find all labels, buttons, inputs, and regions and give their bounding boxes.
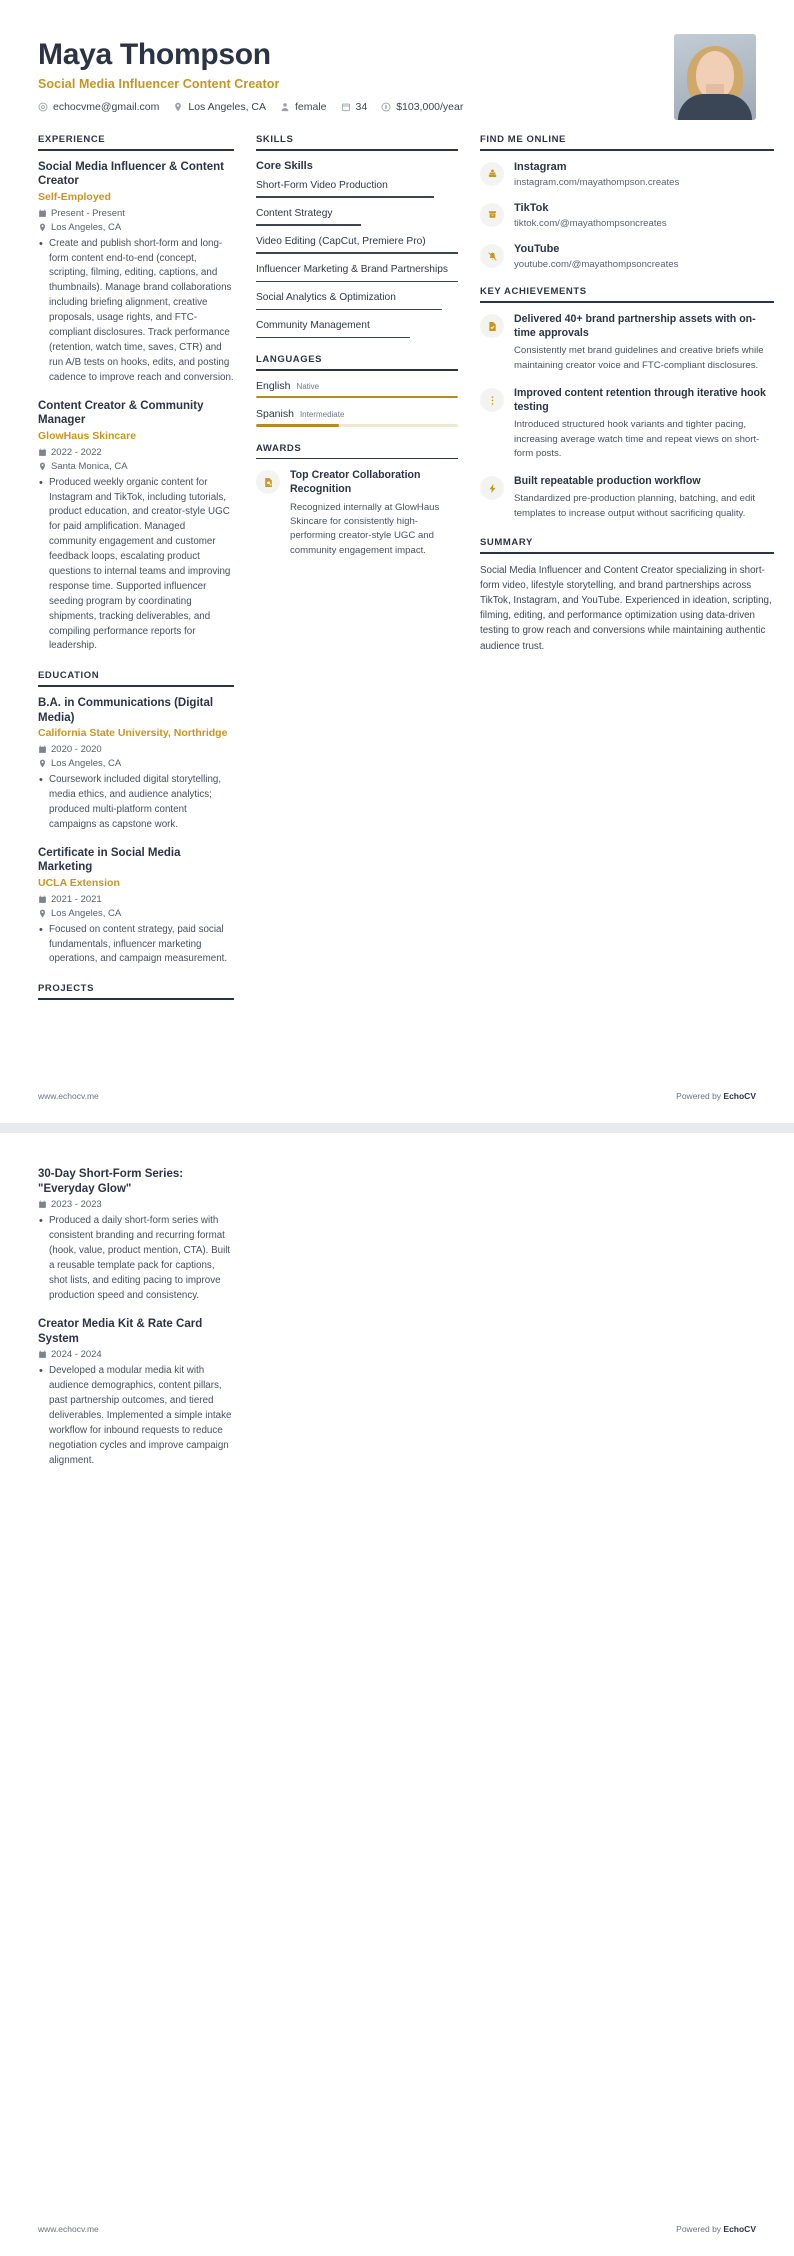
achievement-description: Consistently met brand guidelines and creative briefs while maintaining creator voice and FTC-compliant disclosures. — [514, 345, 764, 371]
section-key-achievements — [480, 286, 774, 521]
experience-location — [38, 461, 234, 472]
contact-email — [38, 101, 159, 113]
footer-powered-prefix: Powered by — [676, 2224, 724, 2234]
experience-bullets — [38, 476, 234, 655]
middle-column — [256, 134, 480, 574]
section-title-summary: SUMMARY — [480, 537, 533, 549]
location-pin-icon — [38, 462, 47, 471]
resume-columns — [38, 134, 772, 1016]
award-title: Top Creator Collaboration Recognition — [290, 469, 421, 496]
project-bullets — [38, 1214, 234, 1303]
instagram-icon — [487, 168, 498, 179]
bullet-item: • Produced a daily short-form series with consistent branding and recurring format (hook, value, product mention, CTA). Built a reusable template pack for captions, shot lists, and editing pacing to improve production speed and consistency. — [38, 1214, 234, 1303]
project-name: 30-Day Short-Form Series: "Everyday Glow" — [38, 1168, 184, 1195]
education-location-value: Los Angeles, CA — [51, 758, 122, 770]
resume-header — [38, 34, 756, 134]
section-title-skills: SKILLS — [256, 134, 294, 145]
section-title-awards: AWARDS — [256, 442, 302, 454]
project-dates-value: 2023 - 2023 — [51, 1199, 102, 1211]
section-rule — [480, 149, 774, 151]
section-rule — [38, 998, 234, 1000]
skills-group-label: Core Skills — [256, 159, 313, 172]
skill-item — [256, 179, 458, 198]
experience-entry — [38, 160, 234, 386]
achievement-title: Improved content retention through iterative hook testing — [514, 387, 766, 414]
dots-vertical-icon — [487, 395, 498, 406]
education-bullets — [38, 773, 234, 833]
language-level: Intermediate — [299, 410, 345, 420]
experience-role: Social Media Influencer & Content Creator — [38, 160, 224, 188]
calendar-icon — [38, 1200, 47, 1209]
calendar-icon — [38, 1350, 47, 1359]
section-title-key-achievements: KEY ACHIEVEMENTS — [480, 286, 587, 298]
project-dates — [38, 1349, 234, 1360]
achievement-badge — [480, 314, 504, 338]
experience-dates-value: Present - Present — [51, 207, 125, 219]
experience-bullets — [38, 237, 234, 386]
page-separator — [0, 1123, 794, 1133]
award-description: Recognized internally at GlowHaus Skincare for consistently high-performing creator-style UGC and community engagement impact. — [290, 501, 440, 556]
skill-level-bar — [256, 309, 442, 310]
social-name: Instagram — [514, 160, 567, 173]
contact-email-value: echocvme@gmail.com — [53, 100, 160, 113]
page-title: Maya Thompson — [38, 38, 271, 71]
left-column — [38, 134, 256, 1016]
language-name: English — [256, 379, 291, 392]
skill-name: Short-Form Video Production — [256, 179, 388, 191]
avatar-torso — [678, 94, 752, 120]
resume-page-2 — [0, 1133, 794, 2256]
education-dates — [38, 744, 234, 755]
language-progress-fill — [256, 396, 458, 399]
page-footer — [38, 2224, 756, 2234]
section-find-me-online — [480, 134, 774, 270]
achievement-description: Introduced structured hook variants and tighter pacing, increasing average watch time and repeat views on short-form posts. — [514, 419, 760, 459]
bullet-item: • Developed a modular media kit with audience demographics, content pillars, past partnership outcomes, and tiered deliverables. Implemented a simple intake workflow for inbound requests to reduce negotiation cycles and improve campaign alignment. — [38, 1364, 234, 1468]
social-badge — [480, 244, 504, 268]
language-progress-track — [256, 396, 458, 399]
language-progress-track — [256, 424, 458, 427]
language-level: Native — [296, 381, 320, 391]
section-summary — [480, 537, 774, 654]
award-badge — [256, 470, 280, 494]
achievement-body — [514, 474, 774, 521]
youtube-icon — [487, 251, 498, 262]
education-entry — [38, 696, 234, 833]
section-title-education: EDUCATION — [38, 670, 100, 682]
section-rule — [480, 552, 774, 554]
skill-name: Community Management — [256, 319, 370, 331]
calendar-icon — [38, 448, 47, 457]
section-title-projects: PROJECTS — [38, 983, 95, 995]
resume-page-1 — [0, 0, 794, 1123]
footer-brand-name: EchoCV — [723, 2224, 756, 2234]
money-icon — [381, 102, 391, 112]
bullet-item: • Create and publish short-form and long-form content end-to-end (concept, scripting, filming, editing, captions, and thumbnails). Manage brand collaborations including briefing alignment, creative proposals, usage rights, and FTC-compliant disclosures. Track performance (retention, watch time, saves, CTR) and run A/B tests on hooks, edits, and posting cadence to improve reach and conversion. — [38, 237, 234, 386]
project-entry — [38, 1167, 234, 1304]
skill-level-bar — [256, 281, 458, 282]
education-location — [38, 908, 234, 919]
skill-item — [256, 319, 458, 338]
bullet-item: • Produced weekly organic content for Instagram and TikTok, including tutorials, product education, and creator-style UGC for paid amplification. Managed community engagement and customer feedback loops, escalating product questions to internal teams and improving response time. Supported influencer seeding program by coordinating shipments, tracking deliverables, and compiling performance reports for leadership. — [38, 476, 234, 655]
tiktok-icon — [487, 209, 498, 220]
achievement-title: Built repeatable production workflow — [514, 475, 701, 488]
skill-item — [256, 263, 458, 282]
social-body — [514, 201, 774, 229]
contact-gender-value: female — [295, 100, 327, 113]
skill-name: Content Strategy — [256, 207, 333, 219]
skill-level-bar — [256, 252, 458, 253]
document-check-icon — [487, 321, 498, 332]
education-entry — [38, 846, 234, 968]
professional-headline: Social Media Influencer Content Creator — [38, 76, 280, 91]
skill-level-bar — [256, 196, 434, 197]
summary-text: Social Media Influencer and Content Creator specializing in short-form video, lifestyle storytelling, and brand partnerships across TikTok, Instagram, and YouTube. Experienced in ideation, scripting, filming, editing, and performance optimization using data-driven testing to grow reach and conversions while maintaining authentic audience trust. — [480, 564, 772, 652]
avatar — [674, 34, 756, 120]
social-link-item[interactable] — [480, 201, 774, 229]
document-search-icon — [263, 477, 274, 488]
location-pin-icon — [38, 759, 47, 768]
achievement-item — [480, 312, 774, 373]
contact-location-value: Los Angeles, CA — [188, 100, 266, 113]
award-body — [290, 468, 458, 558]
language-item — [256, 380, 458, 399]
social-url[interactable]: youtube.com/@mayathompsoncreates — [514, 259, 679, 271]
language-progress-fill — [256, 424, 339, 427]
achievement-body — [514, 386, 774, 461]
social-link-item[interactable] — [480, 242, 774, 270]
language-header — [256, 408, 458, 420]
section-rule — [480, 301, 774, 303]
social-badge — [480, 162, 504, 186]
education-org: California State University, Northridge — [38, 727, 228, 740]
social-name: YouTube — [514, 243, 560, 256]
section-experience — [38, 134, 234, 654]
social-link-item[interactable] — [480, 160, 774, 188]
project-name: Creator Media Kit & Rate Card System — [38, 1317, 203, 1345]
achievement-badge — [480, 476, 504, 500]
social-name: TikTok — [514, 201, 549, 214]
section-skills — [256, 134, 458, 338]
lightning-bolt-icon — [487, 483, 498, 494]
location-pin-icon — [38, 223, 47, 232]
achievement-body — [514, 312, 774, 373]
experience-dates — [38, 447, 234, 458]
section-rule — [256, 369, 458, 371]
social-body — [514, 160, 774, 188]
education-org: UCLA Extension — [38, 877, 120, 890]
achievement-description: Standardized pre-production planning, batching, and edit templates to increase output without sacrificing quality. — [514, 493, 756, 519]
education-bullets — [38, 923, 234, 968]
achievement-badge — [480, 388, 504, 412]
experience-location-value: Los Angeles, CA — [51, 221, 122, 233]
language-item — [256, 408, 458, 427]
header-text-block — [38, 34, 463, 113]
education-location — [38, 758, 234, 769]
calendar-icon — [341, 102, 351, 112]
section-projects-header — [38, 983, 234, 1000]
contact-location — [173, 101, 266, 113]
footer-brand — [676, 2224, 756, 2234]
section-awards — [256, 443, 458, 558]
experience-dates-value: 2022 - 2022 — [51, 446, 102, 458]
section-title-find-me-online: FIND ME ONLINE — [480, 134, 566, 145]
location-pin-icon — [38, 909, 47, 918]
social-url[interactable]: tiktok.com/@mayathompsoncreates — [514, 218, 667, 230]
footer-brand-name: EchoCV — [723, 1091, 756, 1101]
calendar-icon — [38, 745, 47, 754]
project-entry — [38, 1317, 234, 1469]
skill-name: Influencer Marketing & Brand Partnerships — [256, 263, 448, 275]
skill-level-bar — [256, 337, 410, 338]
achievement-item — [480, 474, 774, 521]
project-dates-value: 2024 - 2024 — [51, 1349, 102, 1361]
bullet-item: • Focused on content strategy, paid social fundamentals, influencer marketing operations, and campaign measurement. — [38, 923, 234, 968]
education-dates-value: 2021 - 2021 — [51, 893, 102, 905]
experience-org: Self-Employed — [38, 191, 111, 204]
education-dates-value: 2020 - 2020 — [51, 744, 102, 756]
email-icon — [38, 102, 48, 112]
skill-level-bar — [256, 224, 361, 225]
person-icon — [280, 102, 290, 112]
skill-item — [256, 235, 458, 254]
section-rule — [256, 149, 458, 151]
section-languages — [256, 354, 458, 427]
location-pin-icon — [173, 102, 183, 112]
bullet-item: • Coursework included digital storytelling, media ethics, and audience analytics; produced multi-platform content campaigns as capstone work. — [38, 773, 234, 833]
experience-location-value: Santa Monica, CA — [51, 460, 128, 472]
social-body — [514, 242, 774, 270]
section-title-languages: LANGUAGES — [256, 353, 323, 365]
contact-gender — [280, 101, 327, 113]
experience-entry — [38, 399, 234, 655]
right-column — [480, 134, 774, 670]
experience-location — [38, 222, 234, 233]
contact-age — [341, 101, 368, 113]
calendar-icon — [38, 895, 47, 904]
section-projects-continued — [38, 1167, 234, 1468]
social-badge — [480, 203, 504, 227]
footer-site-url[interactable]: www.echocv.me — [38, 2224, 99, 2234]
project-bullets — [38, 1364, 234, 1468]
achievement-item — [480, 386, 774, 461]
footer-powered-prefix: Powered by — [676, 1091, 724, 1101]
project-dates — [38, 1199, 234, 1210]
left-column-page2 — [38, 1167, 256, 1484]
achievement-title: Delivered 40+ brand partnership assets with on-time approvals — [514, 313, 756, 340]
social-url[interactable]: instagram.com/mayathompson.creates — [514, 176, 680, 188]
language-header — [256, 380, 458, 392]
skill-name: Video Editing (CapCut, Premiere Pro) — [256, 235, 426, 247]
skill-item — [256, 207, 458, 226]
skill-item — [256, 291, 458, 310]
language-name: Spanish — [256, 408, 294, 421]
experience-dates — [38, 208, 234, 219]
education-degree: Certificate in Social Media Marketing — [38, 846, 181, 874]
contact-salary — [381, 101, 463, 113]
skill-name: Social Analytics & Optimization — [256, 291, 396, 303]
section-rule — [38, 149, 234, 151]
contact-salary-value: $103,000/year — [396, 100, 464, 113]
education-location-value: Los Angeles, CA — [51, 907, 122, 919]
section-rule — [38, 685, 234, 687]
contact-row — [38, 101, 463, 113]
section-rule — [256, 458, 458, 460]
footer-site-url[interactable]: www.echocv.me — [38, 1091, 99, 1101]
experience-org: GlowHaus Skincare — [38, 430, 137, 443]
education-dates — [38, 894, 234, 905]
experience-role: Content Creator & Community Manager — [38, 399, 204, 427]
page-footer — [38, 1091, 756, 1101]
resume-columns-page2 — [38, 1167, 756, 1484]
contact-age-value: 34 — [355, 100, 368, 113]
footer-brand — [676, 1091, 756, 1101]
section-title-experience: EXPERIENCE — [38, 134, 106, 145]
award-item — [256, 468, 458, 558]
education-degree: B.A. in Communications (Digital Media) — [38, 696, 214, 724]
calendar-icon — [38, 209, 47, 218]
section-education — [38, 670, 234, 967]
